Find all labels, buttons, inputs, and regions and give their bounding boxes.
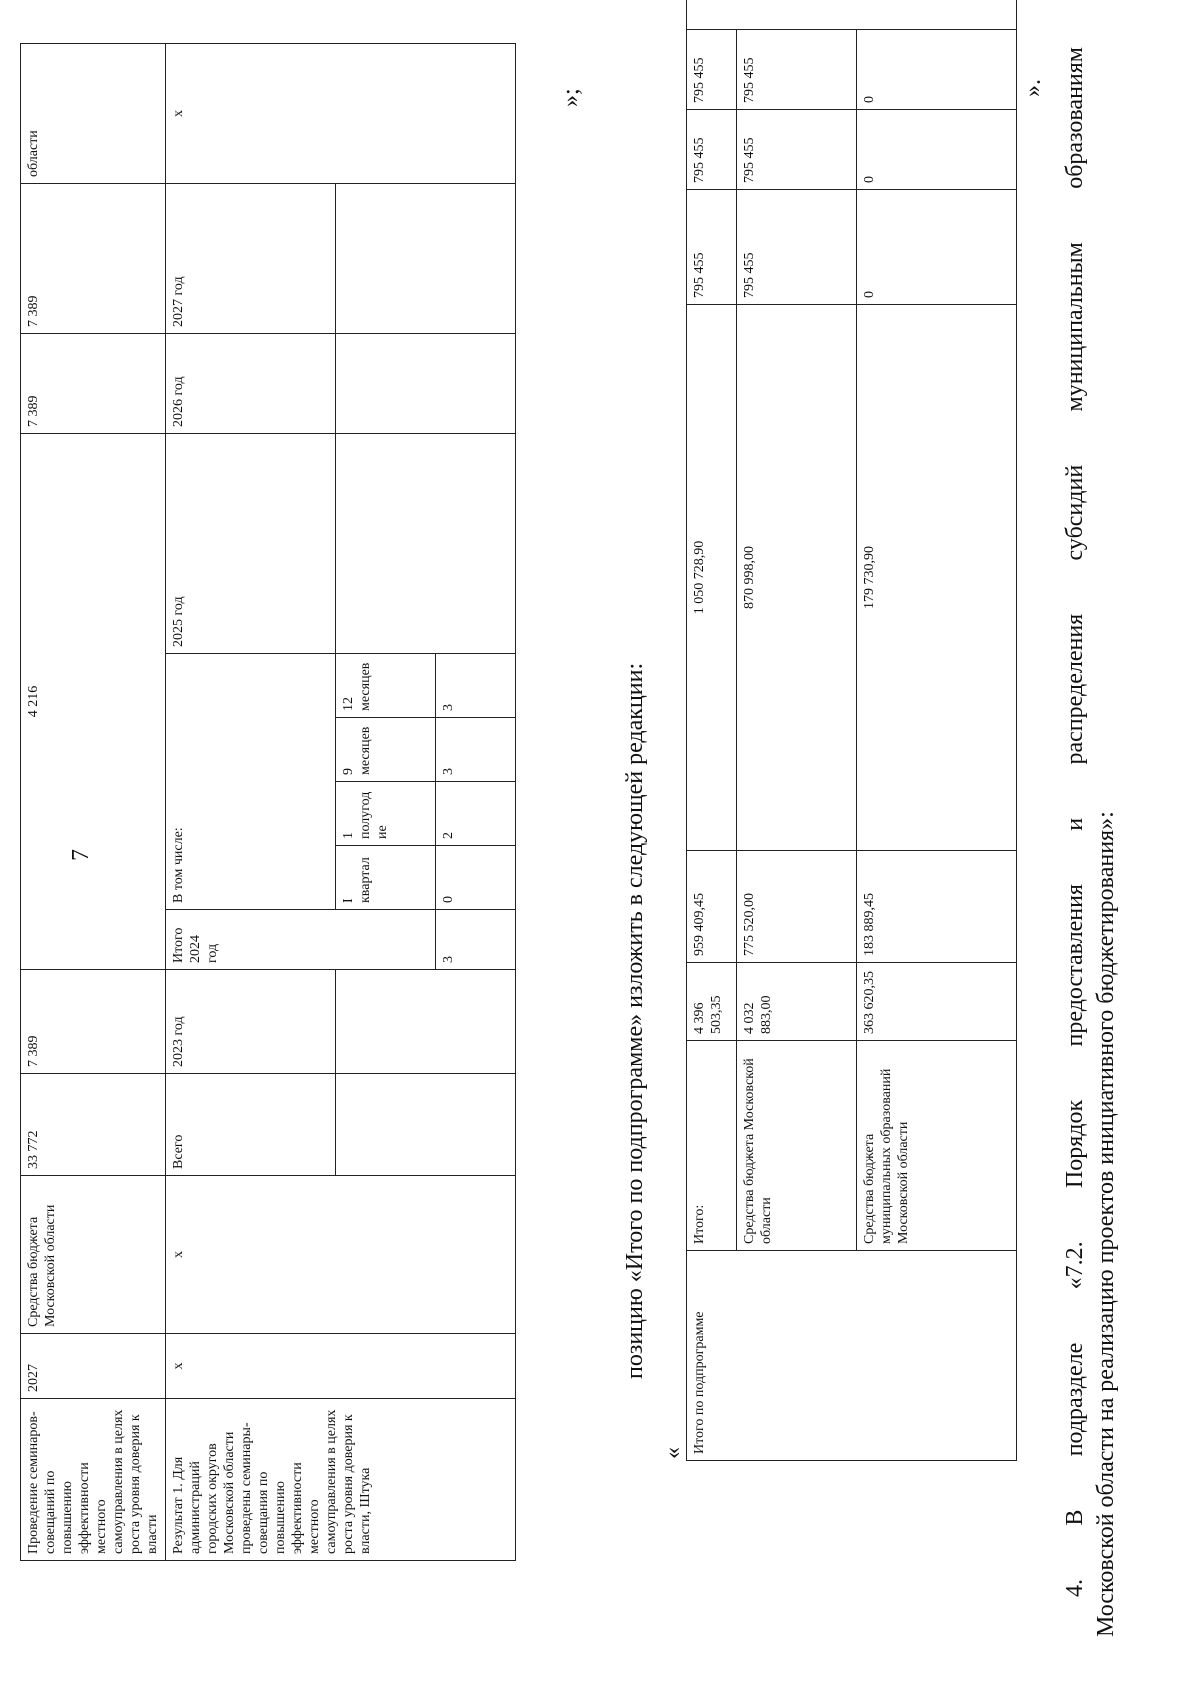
- header-q1: I квартал: [336, 846, 436, 910]
- header-2026: 2026 год: [166, 334, 336, 434]
- value-q1: 0: [436, 846, 516, 910]
- year-cell: 2027: [21, 1334, 166, 1399]
- header-total: Всего: [166, 1074, 336, 1176]
- cell-empty: [336, 184, 516, 334]
- value-9m: 3: [436, 718, 516, 782]
- header-2023: 2023 год: [166, 970, 336, 1074]
- row-total-2026: 795 455: [687, 110, 737, 190]
- value-h1: 2: [436, 782, 516, 846]
- value-2025: 7 389: [21, 334, 166, 434]
- header-incl: В том числе:: [166, 654, 336, 910]
- header-12m: 12 месяцев: [336, 654, 436, 718]
- row-total-2024: 1 050 728,90: [687, 305, 737, 851]
- closing-quote-2: ».: [1020, 79, 1046, 97]
- row-total-2023: 959 409,45: [687, 851, 737, 963]
- paragraph-line-1: 4. В подразделе «7.2. Порядок предоставления и распределения субсидий муниципальным образованиям: [1062, 47, 1088, 1597]
- row-municipal-2025: 0: [857, 190, 1017, 305]
- row-regional-2025: 795 455: [737, 190, 857, 305]
- row-total-2027: 795 455: [687, 30, 737, 110]
- activity-cell: Проведение семинаров-совещаний по повышению эффективности местного самоуправления в целях роста уровня доверия к власти: [21, 1399, 166, 1561]
- row-total-2025: 795 455: [687, 190, 737, 305]
- cell-empty: [336, 970, 516, 1074]
- source-cell: Средства бюджета Московской области: [21, 1176, 166, 1334]
- value-2023: 7 389: [21, 970, 166, 1074]
- cell-empty: [336, 434, 516, 654]
- row-regional-2024: 870 998,00: [737, 305, 857, 851]
- page-number: 7: [68, 849, 94, 861]
- row-regional-2027: 795 455: [737, 30, 857, 110]
- opening-quote: «: [660, 1447, 686, 1459]
- row-regional-label: Средства бюджета Московской области: [737, 1041, 857, 1251]
- row-municipal-2026: 0: [857, 110, 1017, 190]
- row-regional-2023: 775 520,00: [737, 851, 857, 963]
- header-2025: 2025 год: [166, 434, 336, 654]
- row-municipal-label: Средства бюджета муниципальных образований Московской области: [857, 1041, 1017, 1251]
- cell-empty: [336, 1074, 516, 1176]
- header-h1: 1 полугодие: [336, 782, 436, 846]
- instruction-text: позицию «Итого по подпрограмме» изложить в следующей редакции:: [622, 662, 648, 1379]
- header-itogo-2024: Итого 2024 год: [166, 910, 436, 970]
- row-total-sum: 4 396 503,35: [687, 963, 737, 1041]
- value-itogo-2024: 3: [436, 910, 516, 970]
- row-total-label: Итого:: [687, 1041, 737, 1251]
- cell-empty: [336, 334, 516, 434]
- responsible-cell: области: [21, 44, 166, 184]
- closing-quote-1: »;: [558, 88, 584, 107]
- row-regional-2026: 795 455: [737, 110, 857, 190]
- paragraph-4: [1060, 47, 1122, 1637]
- value-2026: 7 389: [21, 184, 166, 334]
- table-subprogram: [686, 0, 1017, 1461]
- row-regional-sum: 4 032 883,00: [737, 963, 857, 1041]
- header-2027: 2027 год: [166, 184, 336, 334]
- row-municipal-2024: 179 730,90: [857, 305, 1017, 851]
- row-municipal-2023: 183 889,45: [857, 851, 1017, 963]
- table-top: [20, 43, 516, 1561]
- x-mark: x: [166, 1334, 516, 1399]
- header-9m: 9 месяцев: [336, 718, 436, 782]
- row-municipal-sum: 363 620,35: [857, 963, 1017, 1041]
- value-2024: 4 216: [21, 434, 166, 970]
- row-municipal-2027: 0: [857, 30, 1017, 110]
- total-value: 33 772: [21, 1074, 166, 1176]
- x-mark: x: [166, 1176, 516, 1334]
- paragraph-line-2: Московской области на реализацию проектов инициативного бюджетирования»:: [1093, 811, 1119, 1637]
- x-mark: x: [166, 44, 516, 184]
- value-12m: 3: [436, 654, 516, 718]
- subprogram-total-label: Итого по подпрограмме: [687, 1251, 1017, 1461]
- x-mark: [687, 0, 1017, 30]
- result-cell: Результат 1. Для администраций городских округов Московской области проведены семинары-совещания по повышению эффективности местного самоуправления в целях роста уровня доверия к власти, Штука: [166, 1399, 516, 1561]
